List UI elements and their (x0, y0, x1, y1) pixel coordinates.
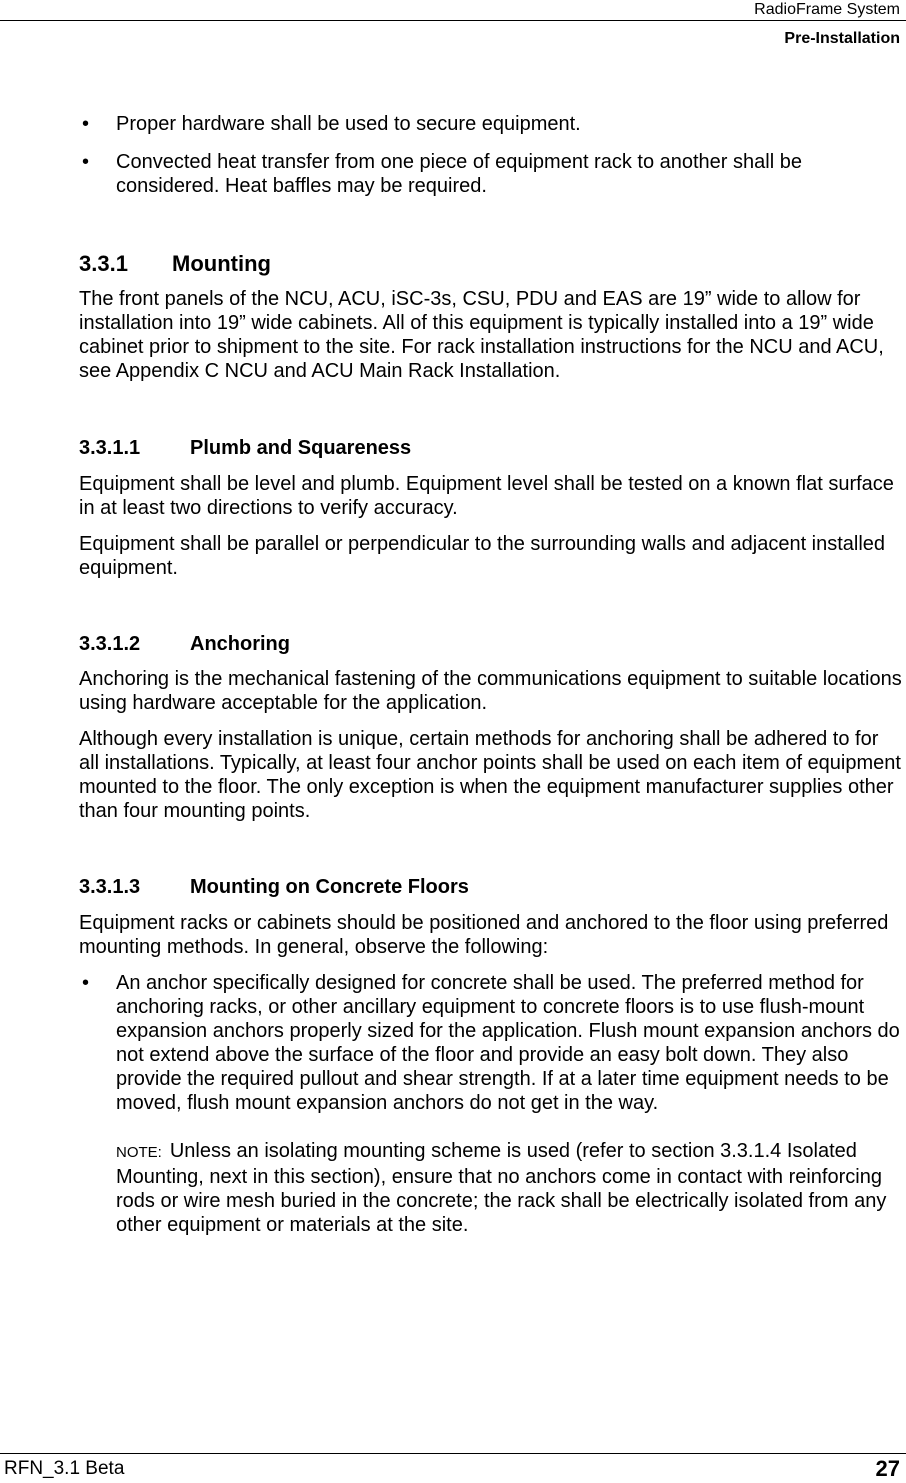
section-number: 3.3.1.1 (79, 437, 141, 459)
page-body (79, 112, 903, 1237)
intro-bullet (79, 112, 903, 136)
section-title: Anchoring (190, 633, 290, 655)
bullet-text: An anchor specifically designed for concrete shall be used. The preferred method for anchoring racks, or other ancillary equipment to concrete floors is to use flush-mount expansion anchors properly sized for the application. Flush mount expansion anchors do not extend above the surface of the floor and provide an easy bolt down. They also provide the required pullout and shear strength. If at a later time equipment needs to be moved, flush mount expansion anchors do not get in the way. (116, 972, 900, 1114)
section-heading-plumb (79, 436, 903, 460)
section-title: Mounting on Concrete Floors (190, 876, 469, 898)
bullet-icon: • (82, 972, 90, 994)
section-number: 3.3.1 (79, 251, 128, 276)
note-text: Unless an isolating mounting scheme is used (refer to section 3.3.1.4 Isolated Mounting, next in this section), ensure that no anchors come in contact with reinforcing rods or wire mesh buried in the concrete; the rack shall be electrically isolated from any other equipment or materials at the site. (116, 1140, 887, 1236)
note-label: NOTE: (116, 1144, 162, 1161)
bullet-text: Convected heat transfer from one piece of equipment rack to another shall be considered. Heat baffles may be required. (116, 151, 802, 197)
paragraph: Anchoring is the mechanical fastening of the communications equipment to suitable locations using hardware acceptable for the application. (79, 668, 902, 714)
section-title: Plumb and Squareness (190, 437, 412, 459)
concrete-bullet (79, 971, 903, 1115)
header-rule (0, 20, 906, 21)
footer-rule (0, 1453, 906, 1454)
bullet-icon: • (82, 113, 90, 135)
header-title: RadioFrame System (754, 1, 900, 18)
section-title: Mounting (172, 251, 271, 276)
bullet-text: Proper hardware shall be used to secure equipment. (116, 113, 581, 135)
section-number: 3.3.1.3 (79, 876, 141, 898)
paragraph: The front panels of the NCU, ACU, iSC-3s, CSU, PDU and EAS are 19” wide to allow for installation into 19” wide cabinets. All of this equipment is typically installed into a 19” wide cabinet prior to shipment to the site. For rack installation instructions for the NCU and ACU, see Appendix C NCU and ACU Main Rack Installation. (79, 288, 884, 382)
paragraph: Equipment racks or cabinets should be positioned and anchored to the floor using preferred mounting methods. In general, observe the following: (79, 912, 889, 958)
header-section: Pre-Installation (784, 30, 900, 47)
note (79, 1139, 903, 1237)
paragraph: Equipment shall be level and plumb. Equipment level shall be tested on a known flat surface in at least two directions to verify accuracy. (79, 473, 894, 519)
section-heading-concrete (79, 875, 903, 899)
section-heading-mounting (79, 251, 903, 277)
intro-bullet (79, 150, 903, 198)
page-number: 27 (875, 1456, 900, 1481)
footer-doc-id: RFN_3.1 Beta (4, 1458, 125, 1479)
bullet-icon: • (82, 151, 90, 173)
paragraph: Equipment shall be parallel or perpendicular to the surrounding walls and adjacent installed equipment. (79, 533, 886, 579)
paragraph: Although every installation is unique, certain methods for anchoring shall be adhered to for all installations. Typically, at least four anchor points shall be used on each item of equipment mounted to the floor. The only exception is when the equipment manufacturer supplies other than four mounting points. (79, 728, 901, 822)
section-heading-anchoring (79, 632, 903, 656)
section-number: 3.3.1.2 (79, 633, 141, 655)
